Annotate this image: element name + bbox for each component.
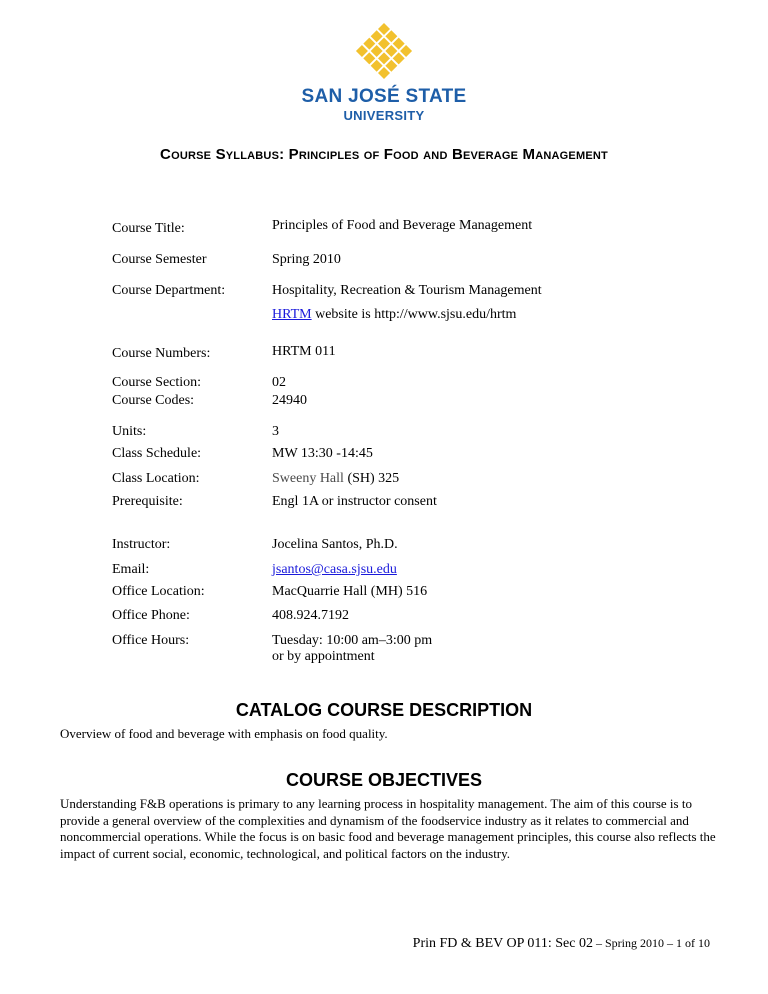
hours-value-line2: or by appointment	[272, 649, 375, 664]
units-value: 3	[272, 424, 279, 439]
hours-row-2	[112, 648, 712, 666]
logo-diamond	[393, 38, 405, 50]
instructor-row	[112, 536, 712, 554]
course-section-label: Course Section:	[112, 375, 202, 390]
footer-course: Prin FD & BEV OP 011: Sec 02	[412, 936, 593, 951]
department-row	[112, 282, 712, 300]
office-value: MacQuarrie Hall (MH) 516	[272, 584, 428, 599]
schedule-value: MW 13:30 -14:45	[272, 446, 373, 461]
catalog-description-text: Overview of food and beverage with emphasis on food quality.	[60, 726, 388, 741]
prerequisite-value: Engl 1A or instructor consent	[272, 494, 437, 509]
hours-label: Office Hours:	[112, 633, 190, 648]
units-label: Units:	[112, 424, 147, 439]
semester-row	[112, 251, 712, 269]
logo-text-line2: UNIVERSITY	[343, 108, 425, 123]
website-text: website is http://www.sjsu.edu/hrtm	[311, 307, 517, 322]
location-room: (SH) 325	[343, 471, 400, 486]
location-label: Class Location:	[112, 471, 200, 486]
course-numbers-row	[112, 343, 712, 361]
location-row	[112, 470, 712, 488]
university-logo	[0, 20, 768, 124]
logo-diamond	[378, 67, 390, 79]
course-codes-label: Course Codes:	[112, 393, 195, 408]
logo-text-line1: SAN JOSÉ STATE	[301, 86, 467, 107]
logo-diamond	[371, 60, 383, 72]
catalog-description-heading: CATALOG COURSE DESCRIPTION	[235, 700, 533, 720]
logo-diamond	[356, 45, 368, 57]
logo-diamond	[363, 38, 375, 50]
logo-diamond	[385, 60, 397, 72]
course-numbers-value: HRTM 011	[272, 344, 336, 359]
course-title-row	[112, 220, 712, 238]
office-row	[112, 583, 712, 601]
footer-page-info: – Spring 2010 – 1 of 10	[593, 936, 710, 950]
hours-value-line1: Tuesday: 10:00 am–3:00 pm	[272, 633, 433, 648]
course-title-label: Course Title:	[112, 221, 185, 236]
hrtm-website-link[interactable]: HRTM	[272, 307, 312, 322]
location-building: Sweeny Hall	[272, 471, 344, 486]
office-label: Office Location:	[112, 584, 205, 599]
course-section-row	[112, 374, 712, 392]
location-value	[272, 470, 399, 488]
page-title: Course Syllabus: Principles of Food and Beverage Management	[160, 146, 608, 163]
instructor-label: Instructor:	[112, 537, 171, 552]
course-title-value: Principles of Food and Beverage Management	[272, 218, 533, 233]
logo-diamond	[400, 45, 412, 57]
department-value: Hospitality, Recreation & Tourism Management	[272, 283, 542, 298]
page-footer	[413, 936, 710, 952]
phone-row	[112, 607, 712, 625]
logo-diamond	[371, 30, 383, 42]
email-label: Email:	[112, 562, 150, 577]
logo-diamond	[385, 30, 397, 42]
semester-value: Spring 2010	[272, 252, 341, 267]
department-label: Course Department:	[112, 283, 226, 298]
logo-diamond	[371, 45, 383, 57]
logo-diamond	[378, 38, 390, 50]
course-numbers-label: Course Numbers:	[112, 346, 211, 361]
phone-label: Office Phone:	[112, 608, 190, 623]
website-row	[112, 306, 712, 324]
logo-diamond	[385, 45, 397, 57]
email-row	[112, 561, 712, 579]
logo-diamond	[393, 52, 405, 64]
email-link[interactable]: jsantos@casa.sjsu.edu	[272, 562, 397, 577]
units-row	[112, 423, 712, 441]
instructor-value: Jocelina Santos, Ph.D.	[272, 537, 398, 552]
course-section-value: 02	[272, 375, 286, 390]
logo-diamond	[363, 52, 375, 64]
course-objectives-heading: COURSE OBJECTIVES	[285, 770, 483, 790]
course-codes-row	[112, 392, 712, 410]
prerequisite-label: Prerequisite:	[112, 494, 183, 509]
course-codes-value: 24940	[272, 393, 307, 408]
logo-diamond	[378, 23, 390, 35]
prerequisite-row	[112, 493, 712, 511]
schedule-row	[112, 445, 712, 463]
semester-label: Course Semester	[112, 252, 207, 267]
course-objectives-text: Understanding F&B operations is primary to any learning process in hospitality management. The aim of this course is to provide a general overview of the complexities and dynamism of the foodservice industry as it relates to commercial and noncommercial operations. While the focus is on basic food and beverage management principles, this course also reflects the impact of current social, economic, technological, and political factors on the industry.	[60, 796, 716, 861]
website-line	[272, 306, 516, 324]
phone-value: 408.924.7192	[272, 608, 349, 623]
sjsu-diamond-mark-icon	[354, 20, 414, 82]
logo-diamond	[378, 52, 390, 64]
schedule-label: Class Schedule:	[112, 446, 202, 461]
